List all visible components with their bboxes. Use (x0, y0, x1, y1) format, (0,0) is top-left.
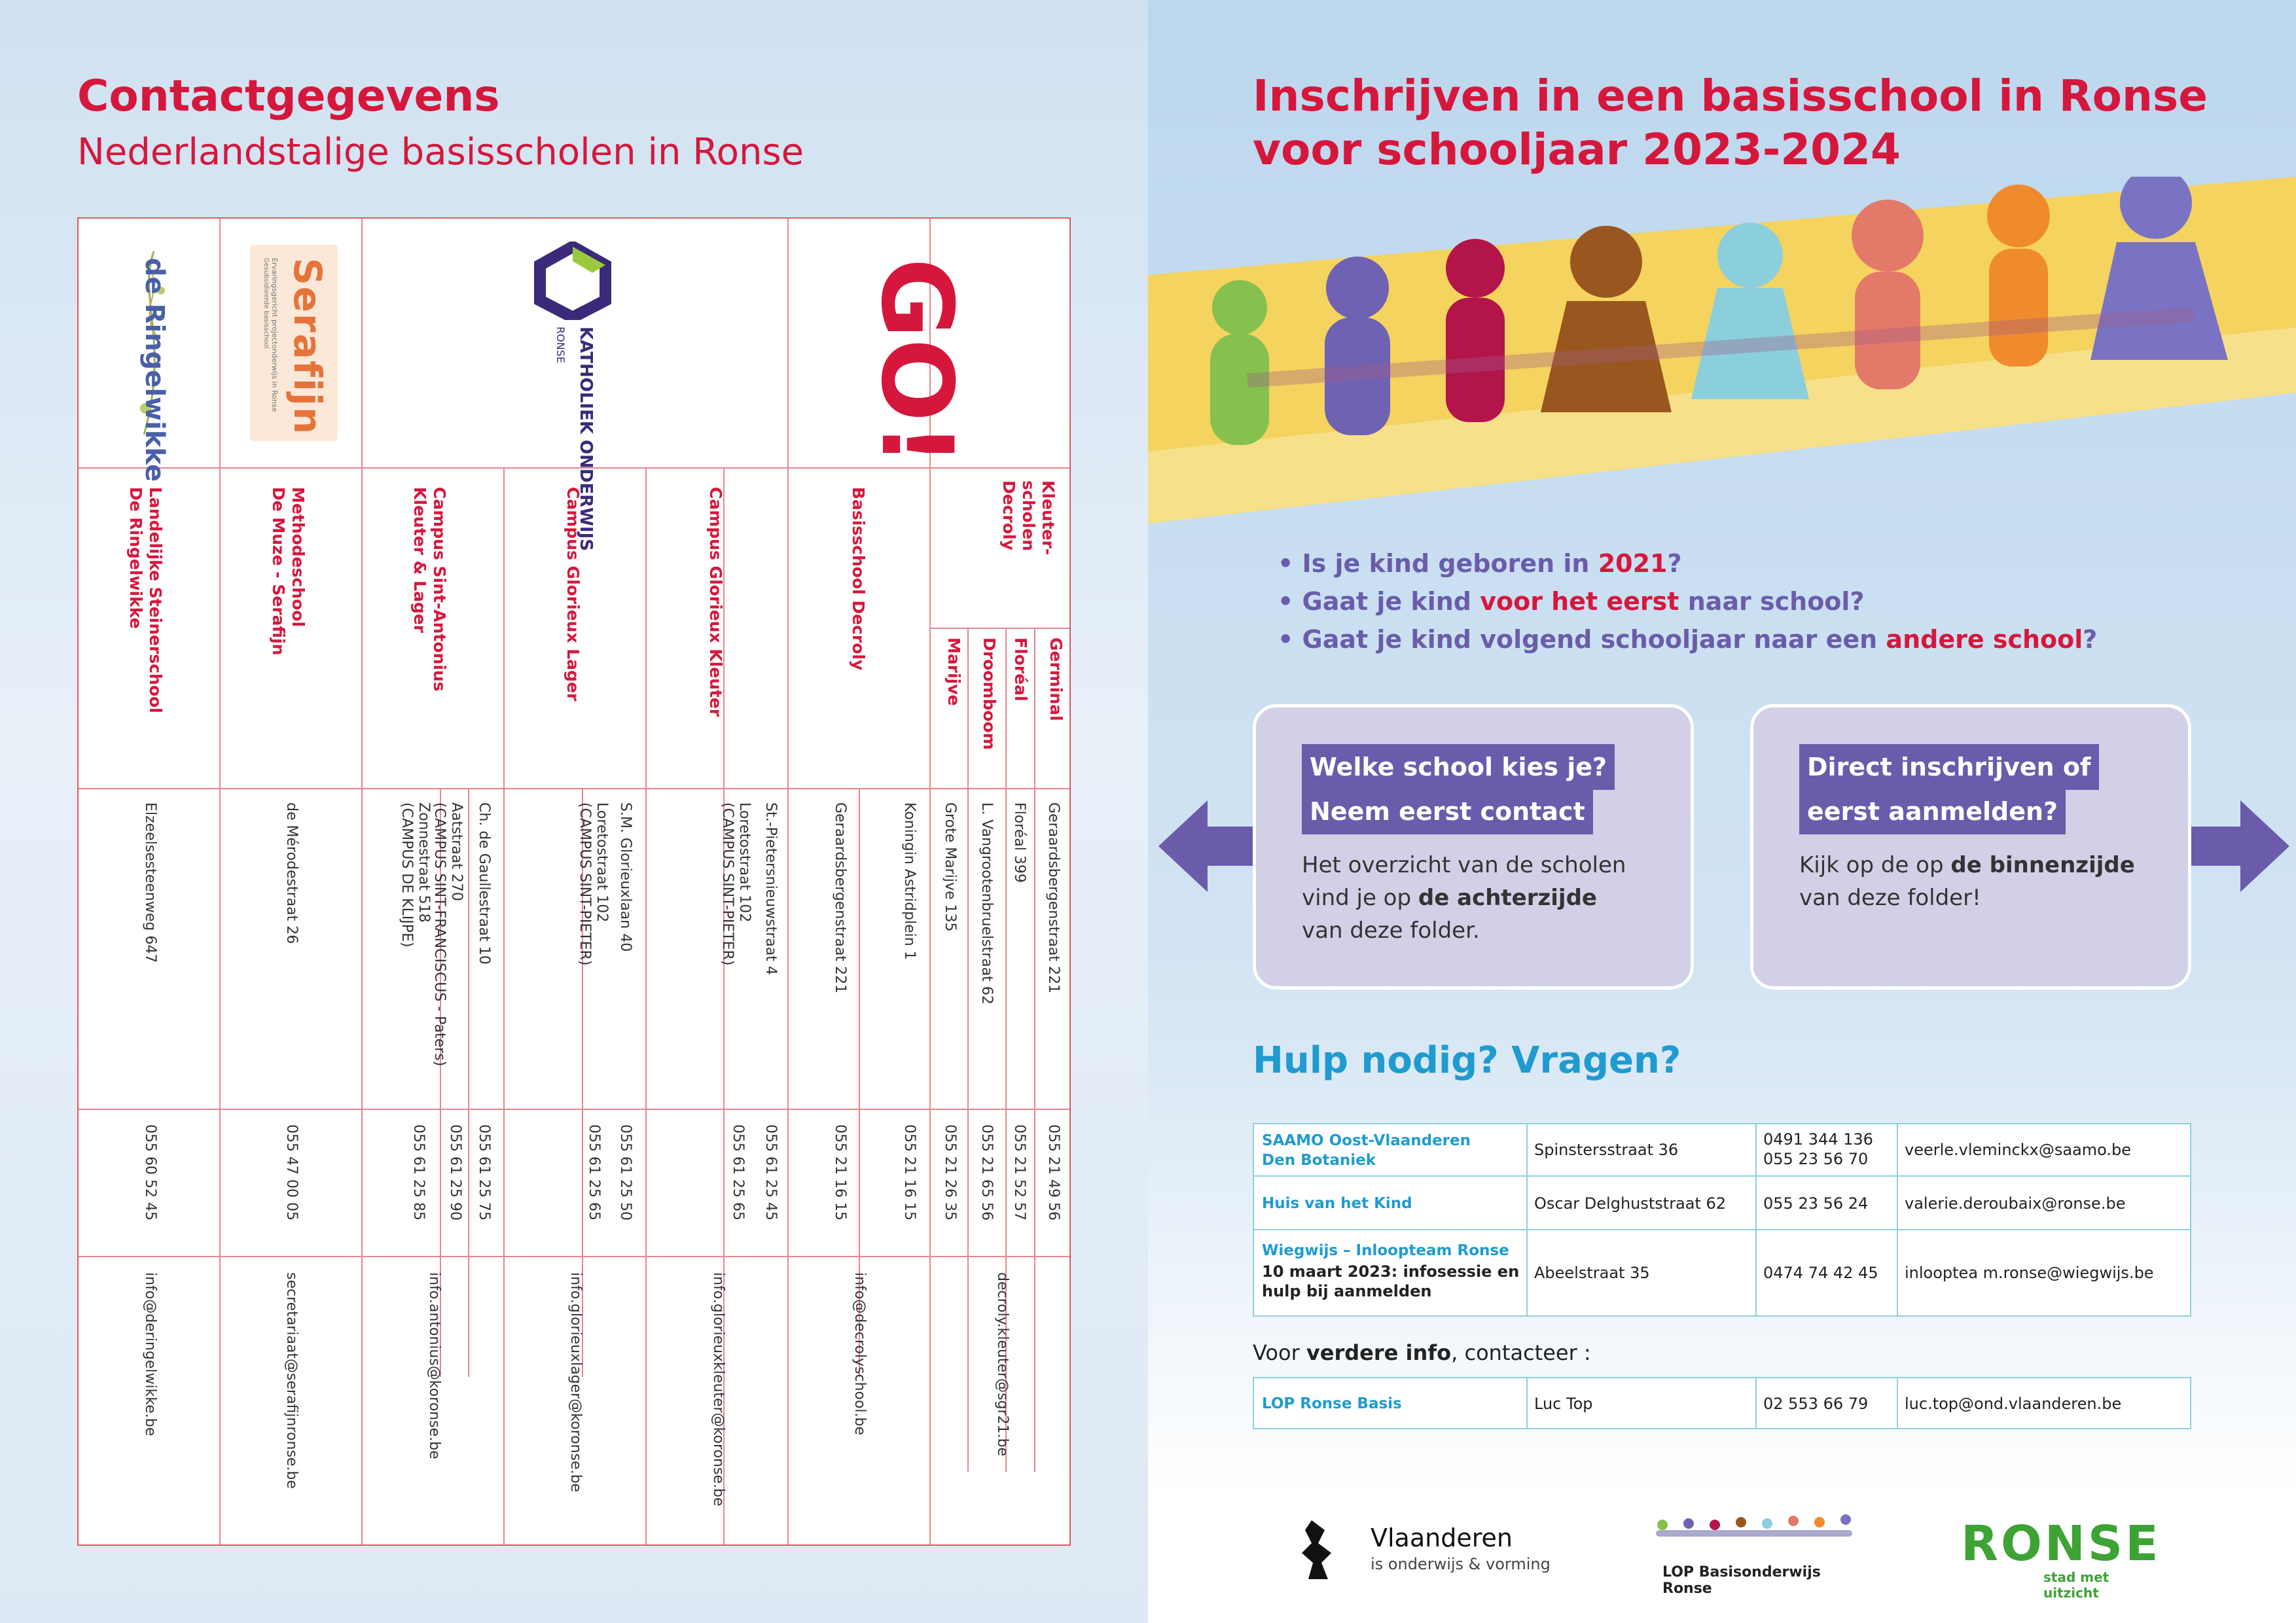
school-name-kleuterscholen-decroly: Kleuter- scholen Decroly (999, 480, 1058, 556)
address: Floréal 399 (1011, 802, 1028, 883)
lion-icon (1299, 1517, 1338, 1582)
box-heading: Direct inschrijven of (1799, 744, 2099, 790)
page-subtitle: Nederlandstalige basisscholen in Ronse (77, 131, 804, 173)
lop-row: LOP Ronse Basis Luc Top 02 553 66 79 luc.top@ond.vlaanderen.be (1253, 1377, 2191, 1429)
email-link[interactable]: secretariaat@serafijnronse.be (283, 1272, 300, 1489)
email-link[interactable]: luc.top@ond.vlaanderen.be (1905, 1395, 2122, 1413)
phone: 055 61 25 65 (730, 1124, 746, 1221)
right-title-line2: voor schooljaar 2023-2024 (1253, 124, 1901, 175)
school-name-ringelwikke: Landelijke Steinerschool De Ringelwikke (126, 487, 165, 713)
box-text: Kijk op de op de binnenzijde van deze folder! (1799, 852, 2135, 911)
question-item: • Gaat je kind voor het eerst naar school? (1278, 587, 1865, 616)
phone: 055 21 16 15 (901, 1124, 918, 1221)
info-box-contact (1253, 704, 1694, 990)
email-link[interactable]: info@decrolyschool.be (852, 1272, 868, 1436)
help-title: Hulp nodig? Vragen? (1253, 1039, 1681, 1082)
question-item: • Gaat je kind volgend schooljaar naar een andere school? (1278, 625, 2098, 654)
schools-table (77, 217, 1071, 1546)
email-link[interactable]: inlooptea m.ronse@wiegwijs.be (1905, 1264, 2154, 1282)
address: Ch. de Gaullestraat 10 (476, 802, 492, 965)
vlaanderen-logo: Vlaanderen is onderwijs & vorming (1299, 1517, 1573, 1582)
ronse-logo: RONSE stad met uitzicht (1961, 1516, 2161, 1601)
address: Elzeelsesteenweg 647 (142, 802, 158, 963)
phone: 055 21 49 56 (1045, 1124, 1062, 1221)
phone: 055 21 65 56 (978, 1124, 995, 1221)
sub-name-droomboom: Droomboom (980, 637, 999, 750)
school-name-serafijn: Methodeschool De Muze - Serafijn (269, 487, 308, 656)
ringelwikke-logo: de Ringelwikke (131, 245, 177, 441)
phone: 055 60 52 45 (142, 1124, 158, 1221)
address: Aatstraat 270 (CAMPUS SINT-FRANCISCUS - Paters) (431, 802, 465, 1067)
help-row: SAAMO Oost-Vlaanderen Den Botaniek Spinstersstraat 36 0491 344 136 055 23 56 70 veerle.vleminckx@saamo.be (1253, 1123, 2191, 1177)
email-link[interactable]: decroly.kleuter@sgr21.be (994, 1272, 1011, 1457)
address: S.M. Glorieuxlaan 40 (617, 802, 634, 952)
info-box-enroll (1750, 704, 2191, 990)
address: Geraardsbergenstraat 221 (832, 802, 848, 993)
sub-name-marijve: Marijve (944, 637, 963, 706)
address: L. Vangrootenbruelstraat 62 (978, 802, 995, 1005)
phone: 055 61 25 90 (447, 1124, 463, 1221)
arrow-right-icon (2191, 797, 2289, 895)
help-row: Huis van het Kind Oscar Delghuststraat 62 055 23 56 24 valerie.deroubaix@ronse.be (1253, 1175, 2191, 1230)
email-link[interactable]: veerle.vleminckx@saamo.be (1905, 1141, 2132, 1159)
email-link[interactable]: info.antonius@koronse.be (426, 1272, 442, 1459)
email-link[interactable]: info.glorieuxlager@koronse.be (567, 1272, 584, 1493)
phone: 055 47 00 05 (283, 1124, 300, 1221)
phone: 055 61 25 65 (586, 1124, 602, 1221)
address: Loretostraat 102 (CAMPUS SINT-PIETER) (719, 802, 753, 966)
email-link[interactable]: info.glorieuxkleuter@koronse.be (710, 1272, 726, 1507)
phone: 055 61 25 85 (410, 1124, 427, 1221)
email-link[interactable]: info@deringelwikke.be (142, 1272, 158, 1436)
address: Zonnestraat 518 (CAMPUS DE KLIJPE) (398, 802, 432, 948)
phone: 055 21 16 15 (832, 1124, 848, 1221)
arrow-left-icon (1158, 797, 1257, 895)
school-name-glorieux-lager: Campus Glorieux Lager (564, 487, 583, 702)
lop-basisonderwijs-logo: LOP Basisonderwijs Ronse (1643, 1512, 1859, 1590)
box-heading: Neem eerst contact (1302, 789, 1593, 834)
katholiek-onderwijs-logo: KATHOLIEK ONDERWIJS RONSE (530, 241, 700, 451)
help-row: Wiegwijs – Inloopteam Ronse 10 maart 2023: infosessie en hulp bij aanmelden Abeelstraat 35 0474 74 42 45 inlooptea m.ronse@wiegwijs.be (1253, 1229, 2191, 1317)
address: Geraardsbergenstraat 221 (1045, 802, 1062, 993)
phone: 055 21 52 57 (1011, 1124, 1028, 1221)
serafijn-logo: Serafijn Ervaringsgericht projectonderwijs in Ronse Gesubsidieerde basisschool (250, 245, 338, 441)
sub-name-floreal: Floréal (1011, 637, 1030, 702)
question-item: • Is je kind geboren in 2021? (1278, 549, 1682, 578)
phone: 055 61 25 50 (617, 1124, 634, 1221)
phone: 055 21 26 35 (942, 1124, 958, 1221)
phone: 055 61 25 75 (476, 1124, 492, 1221)
address: Koningin Astridplein 1 (901, 802, 918, 960)
further-info-text: Voor verdere info, contacteer : (1253, 1340, 1591, 1365)
email-link[interactable]: valerie.deroubaix@ronse.be (1905, 1194, 2126, 1213)
box-text: Het overzicht van de scholen vind je op de achterzijde van deze folder. (1302, 852, 1626, 944)
children-illustration (1148, 177, 2296, 524)
address: St.-Pietersnieuwstraat 4 (762, 802, 779, 975)
school-name-decroly: Basisschool Decroly (849, 487, 868, 671)
address: de Mérodestraat 26 (283, 802, 300, 944)
school-name-antonius: Campus Sint-Antonius Kleuter & Lager (410, 487, 449, 692)
sub-name-germinal: Germinal (1047, 637, 1066, 721)
page-title: Contactgegevens (77, 71, 500, 121)
school-name-glorieux-kleuter: Campus Glorieux Kleuter (706, 487, 725, 717)
right-title-line1: Inschrijven in een basisschool in Ronse (1253, 71, 2208, 121)
go-logo: GO! (859, 258, 973, 467)
address: Grote Marijve 135 (942, 802, 958, 932)
address: Loretostraat 102 (CAMPUS SINT-PIETER) (576, 802, 610, 966)
box-heading: eerst aanmelden? (1799, 789, 2066, 834)
question-list (1278, 544, 2097, 658)
box-heading: Welke school kies je? (1302, 744, 1615, 790)
phone: 055 61 25 45 (762, 1124, 779, 1221)
